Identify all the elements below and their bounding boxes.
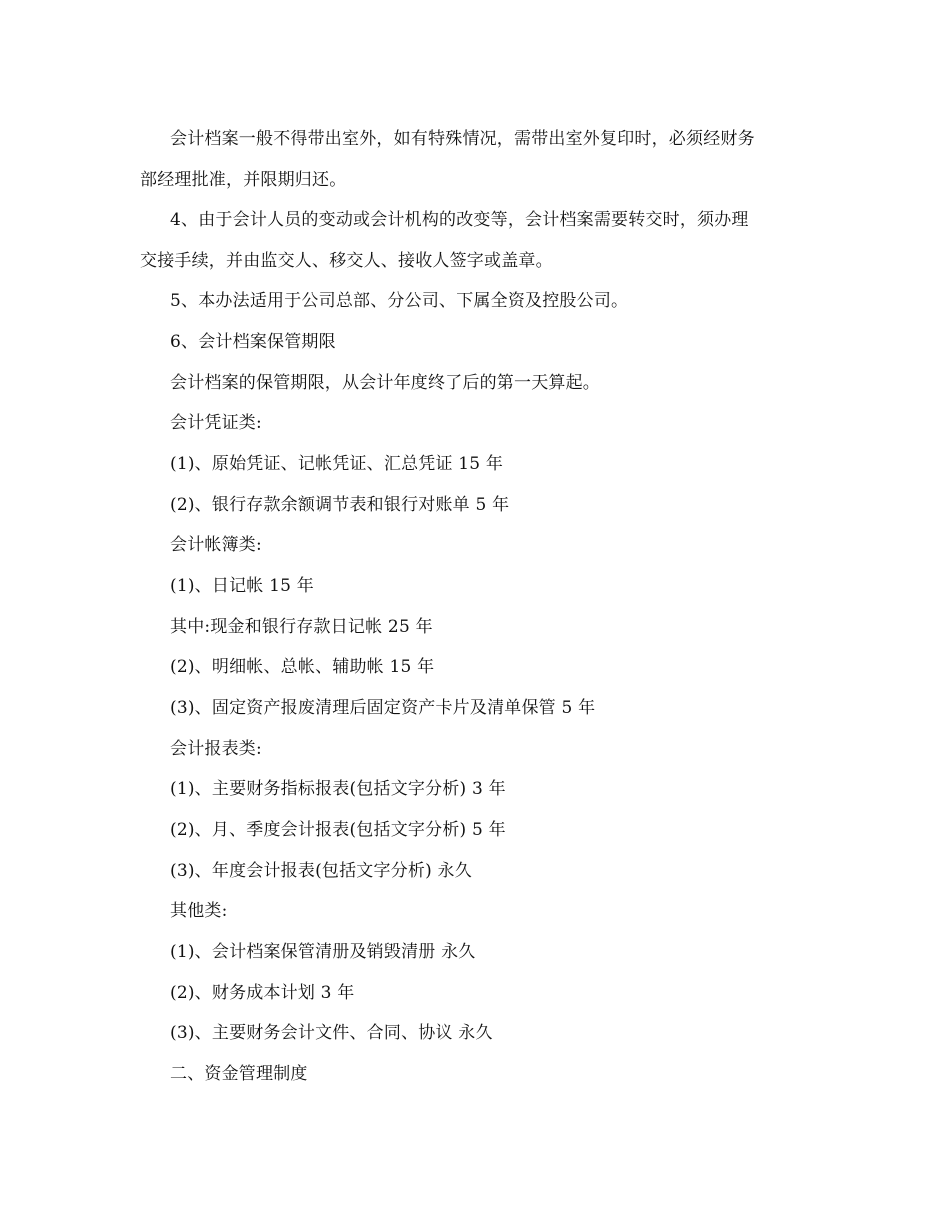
category-heading: 会计报表类: <box>170 739 262 759</box>
list-item: (1)、日记帐 15 年 <box>170 576 314 596</box>
paragraph-line: 交接手续，并由监交人、移交人、接收人签字或盖章。 <box>140 251 553 271</box>
list-item: (3)、年度会计报表(包括文字分析) 永久 <box>170 861 472 881</box>
paragraph-line: 部经理批准，并限期归还。 <box>140 170 347 190</box>
category-heading: 其他类: <box>170 901 228 921</box>
section-heading: 二、资金管理制度 <box>170 1064 308 1084</box>
category-heading: 会计凭证类: <box>170 413 262 433</box>
list-item: (2)、明细帐、总帐、辅助帐 15 年 <box>170 657 435 677</box>
list-item: (1)、主要财务指标报表(包括文字分析) 3 年 <box>170 779 506 799</box>
paragraph-line: 4、由于会计人员的变动或会计机构的改变等，会计档案需要转交时，须办理 <box>170 210 749 230</box>
list-item: (1)、会计档案保管清册及销毁清册 永久 <box>170 942 476 962</box>
list-item: (3)、主要财务会计文件、合同、协议 永久 <box>170 1023 493 1043</box>
list-item: (3)、固定资产报废清理后固定资产卡片及清单保管 5 年 <box>170 698 596 718</box>
list-item: (2)、财务成本计划 3 年 <box>170 983 355 1003</box>
list-item: (2)、银行存款余额调节表和银行对账单 5 年 <box>170 495 510 515</box>
paragraph-line: 会计档案的保管期限，从会计年度终了后的第一天算起。 <box>170 373 600 393</box>
section-heading: 6、会计档案保管期限 <box>170 332 336 352</box>
list-item: (1)、原始凭证、记帐凭证、汇总凭证 15 年 <box>170 454 504 474</box>
category-heading: 会计帐簿类: <box>170 535 262 555</box>
list-item: (2)、月、季度会计报表(包括文字分析) 5 年 <box>170 820 506 840</box>
paragraph-line: 会计档案一般不得带出室外，如有特殊情况，需带出室外复印时，必须经财务 <box>170 129 755 149</box>
paragraph-line: 5、本办法适用于公司总部、分公司、下属全资及控股公司。 <box>170 291 629 311</box>
list-item: 其中:现金和银行存款日记帐 25 年 <box>170 617 433 637</box>
